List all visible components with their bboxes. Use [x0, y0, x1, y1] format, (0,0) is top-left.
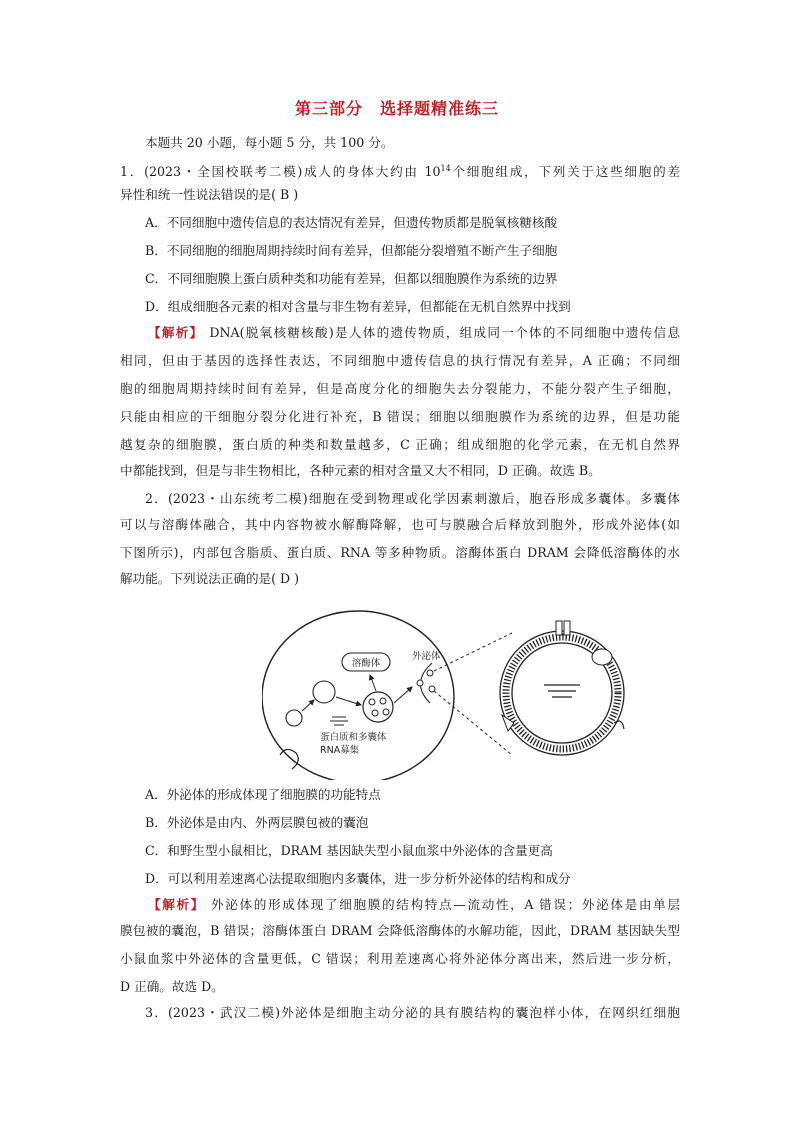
- exosome-cargo: [544, 685, 580, 697]
- q2-option-b: B．外泌体是由内、外两层膜包被的囊泡: [145, 815, 369, 830]
- q2-option-d: D．可以利用差速离心法提取细胞内多囊体，进一步分析外泌体的结构和成分: [145, 871, 571, 886]
- q2-stem-line1: 2．(2023・山东统考二模)细胞在受到物理或化学因素刺激后，胞吞形成多囊体。多囊体: [145, 491, 680, 506]
- zoom-line: [434, 633, 512, 671]
- arrow: [302, 700, 314, 711]
- q2-stem-line2: 可以与溶酶体融合，其中内容物被水解酶降解，也可与膜融合后释放到胞外，形成外泌体(如: [120, 517, 680, 532]
- q1-analysis-tag: 【解析】: [148, 325, 204, 340]
- q1-analysis-line4: 只能由相应的干细胞分裂分化进行补充，B 错误；细胞以细胞膜作为系统的边界，但是功能: [120, 409, 680, 424]
- q1-option-c: C．不同细胞膜上蛋白质种类和功能有差异，但都以细胞膜作为系统的边界: [145, 271, 558, 286]
- intro-text: 本题共 20 小题，每小题 5 分，共 100 分。: [145, 135, 394, 150]
- exosome-label: 外泌体: [412, 651, 441, 662]
- multivesicular-body: [363, 692, 393, 722]
- q1-analysis-text: DNA(脱氧核糖核酸)是人体的遗传物质，组成同一个体的不同细胞中遗传信息: [209, 325, 681, 340]
- q1-stem-text-a: 1．(2023・全国校联考二模)成人的身体大约由 10: [120, 164, 441, 179]
- arrow: [370, 675, 376, 691]
- page-title: 第三部分 选择题精准练三: [294, 99, 499, 118]
- q2-analysis-line3: 小鼠血浆中外泌体的含量更低，C 错误；利用差速离心将外泌体分离出来，然后进一步分析，: [120, 951, 680, 966]
- q1-option-d: D．组成细胞各元素的相对含量与非生物有差异，但都能在无机自然界中找到: [145, 299, 571, 314]
- arrow: [336, 697, 361, 705]
- q2-stem-line3: 下图所示)，内部包含脂质、蛋白质、RNA 等多种物质。溶酶体蛋白 DRAM 会降低溶酶体的水: [120, 545, 680, 560]
- q1-exponent: 14: [440, 164, 451, 173]
- q2-analysis-line2: 膜包被的囊泡，B 错误；溶酶体蛋白 DRAM 会降低溶酶体的水解功能，因此，DRAM 基因缺失型: [120, 923, 680, 938]
- cargo-label-1: 蛋白质和多囊体: [320, 732, 387, 743]
- q3-stem-line1: 3．(2023・武汉二模)外泌体是细胞主动分泌的具有膜结构的囊泡样小体，在网织红细胞: [145, 1005, 680, 1020]
- early-endosome: [286, 710, 302, 726]
- q2-analysis-tag: 【解析】: [148, 897, 205, 912]
- membrane-protein: [592, 649, 612, 665]
- q2-analysis-line4: D 正确。故选 D。: [120, 979, 224, 994]
- membrane-protein: [564, 621, 570, 635]
- q1-stem-line1: [120, 160, 680, 181]
- q1-stem-text-b: 个细胞组成，下列关于这些细胞的差: [450, 164, 681, 179]
- q1-stem-line2: 异性和统一性说法错误的是( B ): [120, 187, 299, 202]
- q2-analysis-line1: [148, 896, 680, 914]
- q1-analysis-line3: 胞的细胞周期持续时间有差异，但是高度分化的细胞失去分裂能力，不能分裂产生子细胞，: [120, 381, 680, 396]
- q1-option-b: B．不同细胞的细胞周期持续时间有差异，但都能分裂增殖不断产生子细胞: [145, 243, 558, 258]
- cargo-label-2: RNA募集: [320, 745, 360, 756]
- q2-option-c: C．和野生型小鼠相比，DRAM 基因缺失型小鼠血浆中外泌体的含量更高: [145, 843, 553, 858]
- exosome-dot: [427, 670, 433, 676]
- exosome-diagram: [262, 605, 682, 780]
- endosome: [313, 681, 335, 703]
- q1-analysis-line5: 越复杂的细胞膜，蛋白质的种类和数量越多，C 正确；组成细胞的化学元素，在无机自然界: [120, 437, 680, 452]
- q1-analysis-line6: 中都能找到，但是与非生物相比，各种元素的相对含量又大不相同，D 正确。故选 B。: [120, 463, 601, 478]
- exosome-dot: [417, 680, 423, 686]
- q2-analysis-text: 外泌体的形成体现了细胞膜的结构特点—流动性，A 错误；外泌体是由单层: [211, 897, 681, 912]
- membrane-protein: [556, 621, 562, 635]
- q1-analysis-line1: [148, 324, 680, 342]
- q2-stem-line4: 解功能。下列说法正确的是( D ): [120, 571, 300, 586]
- lysosome-label: 溶酶体: [351, 658, 381, 669]
- cargo-marks: [330, 717, 348, 725]
- endocytosis-pit: [280, 749, 298, 769]
- arrow: [394, 687, 412, 703]
- q1-analysis-line2: 相同，但由于基因的选择性表达，不同细胞中遗传信息的执行情况有差异，A 正确；不同细: [120, 353, 680, 368]
- q2-option-a: A．外泌体的形成体现了细胞膜的功能特点: [145, 787, 381, 802]
- q1-option-a: A．不同细胞中遗传信息的表达情况有差异，但遗传物质都是脱氧核糖核酸: [145, 215, 558, 230]
